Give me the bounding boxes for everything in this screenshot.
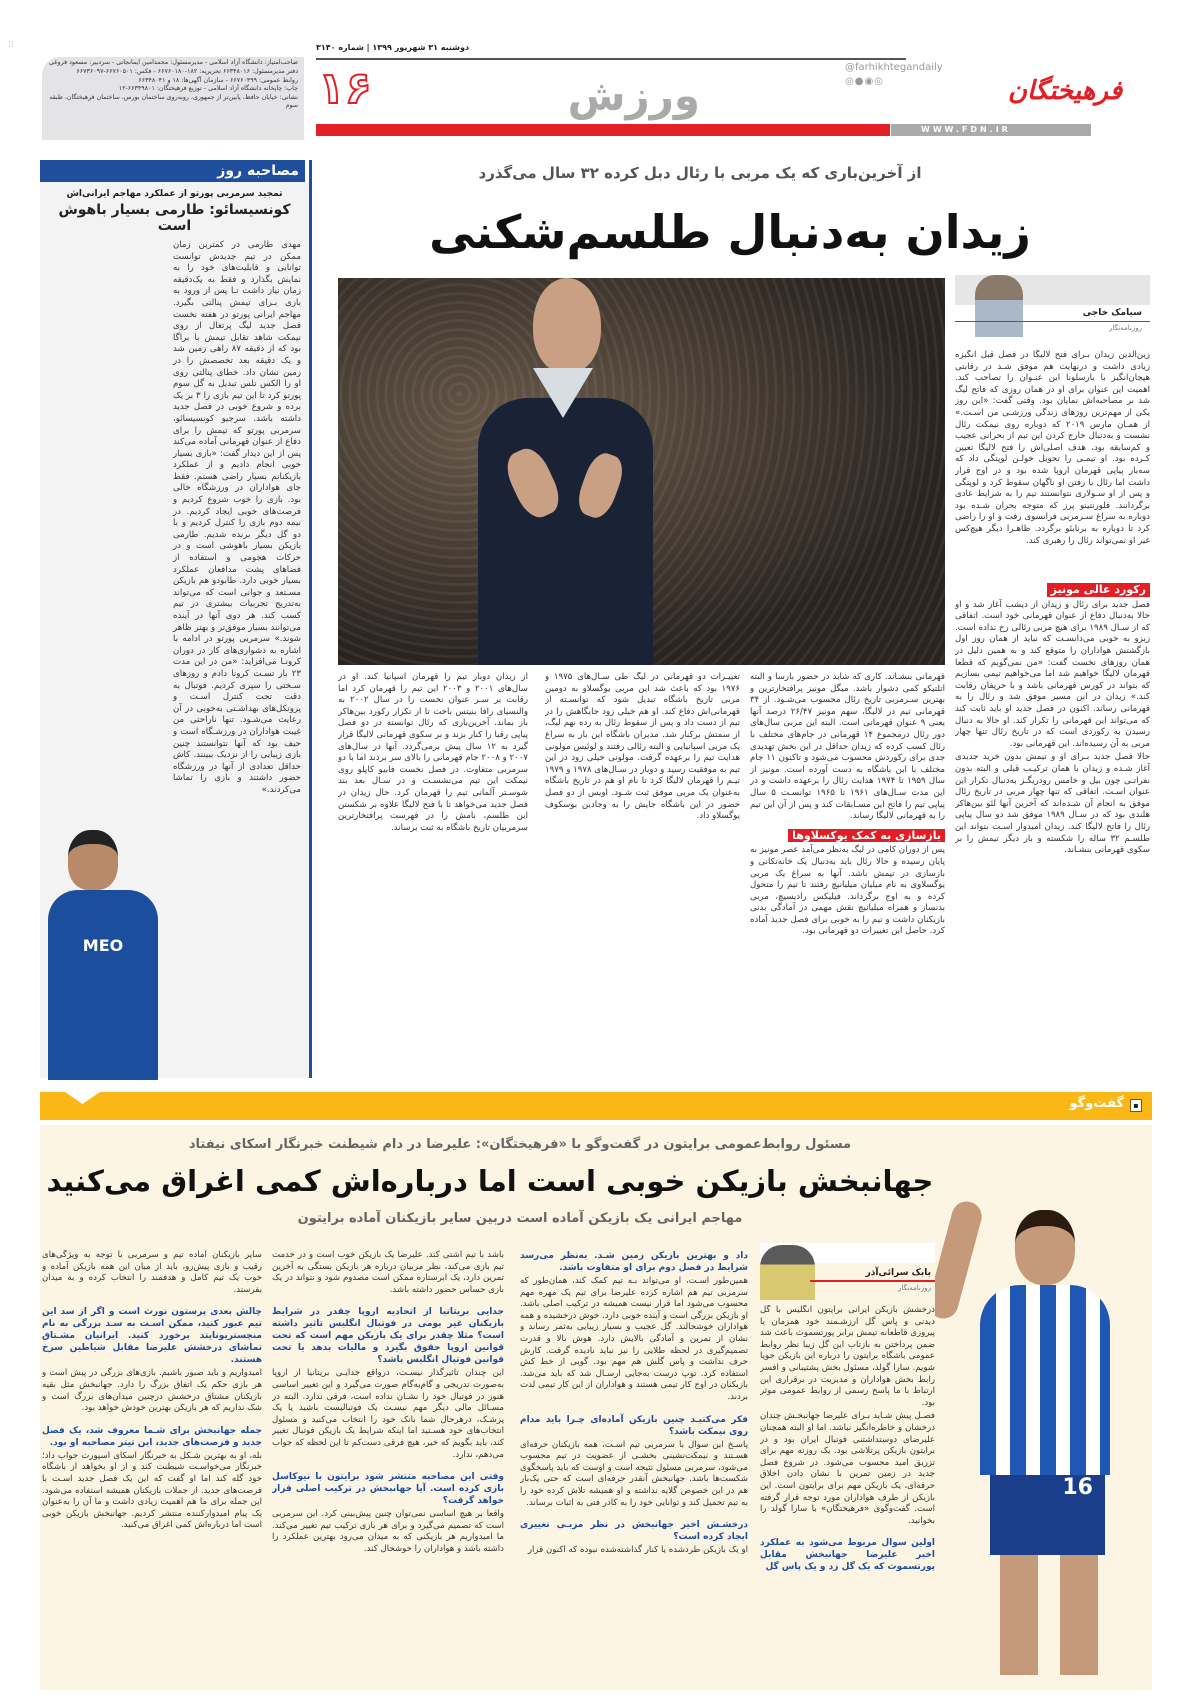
interview-answer: درخشش بازیکن ایرانی برایتون انگلیس با گل دیدنی و پاس گل ارزشـمند خود همزمان با پیروزی قاطعانه تیمش برابر پورتسموث باعث شد ضمن پرداختن به بازتاب این گل زیبا نظر روابط عمومی باشگاه برایتون را درباره این بازیکن جویا شویم. سارا گولد، مسئول بخش پشتیبانی و افسر رابط بخش هواداران و مدیریت در برقراری این ارتباط با ما پاسخ رسمی از روابط عمومی موثر بود.	[760, 1305, 935, 1408]
dialogue-column-2	[520, 1250, 748, 1685]
interview-text: مهدی طارمی در کمترین زمان ممکن در تیم جدیدش توانست توانایی و قابلیت‌های خود را به نمایش بگذارد و فقط به یک‌دقیقه زمان نیاز داشت تـا پس از ورود به بازی بـرای تیمش پنالتی بگیرد. مهاجم ایرانی پورتو در هفته نخست فصل جدید لیگ پرتغال از روی نیمکت شاهد تقابل تیمش با براگا بود که از دقیقه ۸۷ راهی زمین شد و یک دقیقه بعد تخصصش را در زمین نشان داد. خطای پنالتی روی او را الکس تلس تبدیل به گل سوم پورتو کرد تا این تیم بازی را ۳ بر یک برده و شروع خوبی در فصل جدید داشته باشد. سرجیو کونسیسائو، سرمربی پورتو که تیمش را برای دفاع از عنوان قهرمانی آماده می‌کند پس از این دیدار گفت: «بازی بسیار خوبی انجام دادیم و از عملکرد بازیکنانم بسیار راضی هستم. فقط جای هواداران در ورزشگاه خالی بود. بازی را خوب شروع کردیم و فرصت‌های خوبی ایجاد کردیم. در نیمه دوم بازی را کنترل کردیم و با دو گل دیگر برنده شدیم. طارمی بازیکن بسیار باهوشی است و در حرکات هجومی و استفاده از فضاهای پشت مدافعان عملکرد بسیار خوبی دارد. طابودو هم بازیکن مسـتعد و جوانی است که می‌تواند به‌تدریج تجربیات بیشتری در تیم کسب کند. هر دوی آنها در آینده می‌توانند بسیار موفق‌تر و بهتر ظاهر شوند.» سرمربی پورتو در ادامه با اشاره به دشواری‌های کار در دوران کرونـا می‌افزاید: «من در این مدت ۲۳ بار تسـت کرونا دادم و روزهای سـختی را سپری کردیم. فوتبال به دقت تحت کنترل اسـت و پروتکل‌های بهداشـتی به‌خوبی در آن رعایت می‌شـود. تنها ناراحتی من غیبت هواداران در ورزشـگاه است و حیف بود که آنها نتوانستند چنین بازی زیبایی را از نزدیک ببینند. کاش حداقل تعدادی از آنها در ورزشگاه حضور داشتند و بازی را تماشا می‌کردند.»	[173, 240, 301, 795]
interview-section-header	[40, 160, 309, 182]
section-title: ورزش	[567, 71, 700, 120]
social-handle[interactable]: @farhikhtegandaily	[845, 62, 943, 73]
dialogue-headline: جهانبخش بازیکن خوبی است اما درباره‌اش کمی اغراق می‌کنید	[46, 1164, 934, 1198]
masthead-line: دفتر مدیرمسئول: ۶۶۳۴۸۰۱۶ تحریریه: ۱۸۲-۶۶۷۶۰۱۸۰ - فکس: ۶۶۷۶۰۵۰۱-۶۶۷۳۶۰۹۷	[76, 67, 298, 75]
dialogue-author-photo	[760, 1245, 815, 1300]
issue-date: دوشنبه ۳۱ شهریور ۱۳۹۹ | شماره ۳۱۴۰	[316, 43, 470, 52]
newspaper-logo: فرهیختگان	[1007, 76, 1123, 106]
website-bar	[891, 124, 1091, 136]
main-column-3: قهرمانی بنشـاند. کاری که شاید در حضور بارسا و البته اتلتیکو کمی دشوار باشد. میگل مونیز پرافتخارترین و بهترین سـرمربی تاریخ رئال محسوب می‌شـود. از ۳۴ قهرمانی تیم در لالیگا، سهم مونیز ۲۶/۴۷ درصد آنها یعنی ۹ عنوان قهرمانی است. البته این مربی سال‌های دور رئال درمجموع ۱۴ قهرمانی در جام‌های مختلف با رئال کسب کرده که زیدان حداقل در این بخش تهدیدی جدی برای رکوردش محسوب می‌شود و تاکنون ۱۱ جام مختلف با این باشگاه به دست آورده است. مونیز از سال ۱۹۵۹ تا ۱۹۷۴ هدایت رئال را برعهده داشت و در این مدت سـال‌های ۱۹۶۱ تا ۱۹۶۵ توانسـت ۵ سال پیاپی تیم را فاتح این مسـابقات کند و پس از آن این تیم را به قهرمانی لالیگا رساند. بازسازی به کمک یوکسلاوها پس از دوران کامی در لیگ به‌نظر می‌آمد عصر مونیز به پایان رسیده و حالا رئال باید به‌دنبال یک خانه‌تکانی و بازسازی در تیمش باشد. آنها به سراغ یک مربی یوگسلاوی به نام میلیان میلیانیچ رفتند تا تیم را متحول کرده و به اوج برگرداند. فیلیکس رادیسیچ، مربی بدنساز و همراه میلیانیچ نقش مهمی در آمادگی بدنی بازیکنان داشت و تیم را به خوبی برای فصل جدید آماده کرد. حاصل این تغییرات دو قهرمانی بود.	[750, 672, 945, 937]
interview-answer: باشد با تیم آشتی کند. علیرضا یک بازیکن خوب است و در خدمت تیم بازی می‌کند، نظر مربیان درباره هر بازیکن بستگی به آخرین تمرین دارد، یک ابرستاره ممکن است مصدوم شود و نتواند در یک بازی حساس حضور داشته باشد.	[272, 1250, 504, 1295]
interview-question: داد و بهترین بازیکن زمین شـد. به‌نظر می‌رسد شرایط در فصل دوم برای او متفاوت باشد.	[520, 1251, 748, 1273]
page-number: ۱۶	[318, 63, 372, 114]
main-column-right: زین‌الدین زیدان بـرای فتح لالیگا در فصل قبل انگیزه زیادی داشت و درنهایت هم موفق شـد در رقابتی هیجان‌انگیز با بارسلونا این عنـوان را تصاحب کند. اهمیت این عنوان برای او در همان روزی که فاتح لیگ شد بر مصاحبه‌اش نمایان بود. وقتی گفت: «این روز یکی از مهم‌ترین روزهای زندگی ورزشـی من اسـت.» از همـان مارس ۲۰۱۹ که دوباره روی نیمکت رئال نشست و به‌دنبال خارج کردن این تیم از بحرانی عجیب و کم‌سابقه بود، هدف اصلی‌اش را فتح لالیگا تعیین کـرده بود. او تیمـی را تحویل خولـن لوپتگی داد که سه‌بار پیاپی قهرمان اروپا شده بود و در اوج قرار داشت اما رئال با رفتن او ناگهان سقوط کرد و لوپتگی و پس از او سـولاری نتوانستند تیم را به شرایط عادی برگردانند. فلورنتینو پرز که متوجه بحران شـده بود دوباره به سراغ سـرمربی فرانسوی رفت و او را راضی کرد تا دوباره به برنابئو برگردد. ظاهـرا دیگر هیچ‌کس غیر او نمی‌تواند رئال را رهبری کند. رکورد عالی مونیز فصل جدید برای رئال و زیدان از دیشب آغاز شد و او حالا به‌دنبال دفاع از عنوان قهرمانی خود است. اتفاقی که از سـال ۱۹۸۹ برای هیچ مربی رئالی رخ نداده است. زیزو به خوبی می‌دانسـت که نباید از همان روز اول بازگشتش هواداران را متوقع کند و به همین دلیل در همان روزهای نخست گفت: «من نمی‌گویم که قطعا قهرمان لالیگا خواهیم شد اما می‌خواهیم تیمی بسازیم که بتواند در کورس قهرمانی باشد و با حریفان رقابت کند.» زیدان در این مسیر موفق شد و رئال را به قهرمانی رساند. اکنون در فصل جدید او باید ثابت کند که می‌تواند این قهرمانی را تکرار کند. او حالا به دنبال رسیدن به رکوردی است که در تاریخ رئال تنها چهار مربی به آن رسیده‌اند. این قهرمانی بود. حالا فصل جدید بـرای او و تیمش بدون خرید جدیدی آغاز شـده و زیدان با همان ترکیـب قبلی و البته بدون نفراتـی چون بیل و خامس رودریگـز به‌دنبال تکرار این عنوان اسـت. اتفاقی که تنها چهار مربی در تاریخ رئال موفق به انجام آن شـده‌اند که آخرین آنها لئو بین‌هاکر هلندی بود که در سـال ۱۹۸۹ موفق شد دو سال پیاپی رئال را فاتح لالیگا کند. زیدان امیدوار اسـت بتواند این طلسـم ۳۲ ساله را شکسته و بار دیگر تیمش را بر سکوی قهرمانی بنشـاند.	[955, 350, 1150, 856]
interview-question: اولین سوال مربوط می‌شود به عملکرد اخیر علیرضا جهانبخش مقابل پورتسموث که یک گل زد و یک پاس گل	[760, 1538, 935, 1573]
dialogue-column-3	[272, 1250, 504, 1685]
author-name: سیامک خاجی	[1082, 308, 1142, 318]
main-kicker: از آخرین‌باری که یک مربی با رئال دبل کرده ۳۲ سال می‌گذرد	[478, 164, 922, 182]
interview-answer: پاسـخ این سوال با سرمربی تیم اسـت، همه بازیکنان حرفه‌ای هسـتند و نیمکت‌نشینی بخشـی از عضویت در تیم محسوب می‌شود، سرمربی مسئول نتیجه است و اوست که باید پاسخگوی شکست‌ها باشد. جهانبخش آنقدر حرفه‌ای است که حتی یک‌بار هم در این خصوص گلایه نداشته و او همیشه تلاش کرده خود را به تیم تحمیل کند و توانایی خود را به کادر فنی به اثبات برساند.	[520, 1439, 748, 1508]
interview-answer: فصـل پیش شـاید بـرای علیرضا جهانبخـش چندان درخشان و خاطره‌انگیز نباشد. اما او البته همچنان علیرضای دوستداشتنی فوتبال ایران بود و در برایتون بازیکن پرتلاشی بود. یک روزنه مهم برای تزریق امید محسوب می‌شود. در شروع فصل جدید در زمین تمرین با نشان دادن اخلاق حرفه‌ای، یک بازیکن مهم برای برایتون است. این بازیکن از طرف هواداران مورد توجه قرار گرفته است. گفت‌وگوی «فرهیختگان» با سارا گولد را بخوانید.	[760, 1411, 935, 1526]
author-role: روزنامه‌نگار	[1108, 324, 1142, 332]
interview-headline: کونسیسائو: طارمی بسیار باهوش است	[58, 202, 291, 234]
section-red-bar	[316, 124, 890, 136]
interview-question: جمله جهانبخش برای شـما معروف شد، یک فصل جدید و فرصت‌های جدید، این تیتر مصاحبه او بود.	[42, 1425, 262, 1448]
interview-section-title: مصاحبه روز	[217, 163, 299, 179]
interview-answer: واقعا بر هیچ اساسی نمی‌توان چنین پیش‌بینی کرد. این سرمربی است که تصمیم می‌گیرد و برای هر بازی ترکیب تیم تغییر می‌کند. ما امیدواریم هر بازیکنی که به میدان می‌رود بهترین عملکرد را داشته باشد و هواداران را خوشحال کند.	[272, 1509, 504, 1554]
interview-question: وقتی این مصاحبه منتشر شود برایتون با نیوکاسل بازی کرده است. آیا جهانبخش در ترکیب اصلی قرار خواهد گرفت؟	[272, 1472, 504, 1507]
interview-question: چالش بعدی پرستون نورث است و اگر از سد این تیم عبور کنید، ممکن اسـت به سـد بزرگی به نام منچستریونایتد برخورد کنید. ایرانیان مشـتاق تماشای درخشش علیرضا مقابل شیاطین سرخ هستند.	[42, 1307, 262, 1366]
corner-mark: ⁞⁞	[8, 40, 14, 50]
author-photo	[975, 275, 1023, 337]
masthead-line: روابط عمومی: ۶۶۷۶۰۴۹۹ - سازمان آگهی‌ها: ۱۸ و ۶۶۳۴۸۰۴۱	[138, 76, 298, 84]
chat-icon: ▪	[1130, 1099, 1142, 1112]
author-box	[955, 275, 1150, 340]
dialogue-column-1	[760, 1305, 935, 1685]
interview-answer: همین‌طور اسـت، او می‌تواند بـه تیم کمک کند، همان‌طور که سرمربی تیم هم اشاره کرده علیرضا برای تیم یک مهره مهم محسوب می‌شود اما قرار نیست همیشه در ترکیب اصلی باشد. او بازیکن بزرگی است و آینده خوبی دارد. خوش درخشیده و همه هواداران خوشحالند. گل عجیب و بسیار زیبایی به‌ثمر رساند و نشان از تمرین و آمادگی بالایش دارد. هوش بالا و قدرت تصمیم‌گیری در لحظه طلایی را نیز نباید نادیده گرفت. کارش حرف نداشت و پاس گلش هم مهم بود. گویی از خط کش استفاده کرد. توپ درست به‌جایی ارسـال شد که باید می‌شد. بازیکنان در اوج کار تیمی هستند و هواداران از این کار تیمی لذت بردند.	[520, 1276, 748, 1402]
masthead-line: صاحب‌امتیاز: دانشگاه آزاد اسلامی - مدیرمسئول: محمدامین ایمانجانی - سردبیر: مسعود فروغی	[49, 59, 298, 66]
main-column-1: از زیدان دوبار تیم را قهرمان اسپانیا کند. او در سال‌های ۲۰۰۱ و ۲۰۰۳ این تیم را قهرمان کرد اما رقابت بر سـر عنوان نخست را در سال ۲۰۰۲ به والنسیای رافا بنیتس باخت تا از تکرار رکورد بین‌هاکر باز بماند. آخرین‌باری که رئال توانسته در دو فصل پیاپی رقبا را کنار بزند و بر سکوی قهرمانی لالیگا قرار گیرد به ۱۲ سال پیش برمی‌گردد. آنها در سال‌های ۲۰۰۷ و ۲۰۰۸ جام قهرمانی را بالای سر بردند اما با دو سرمربی متفاوت. در فصل نخست فابیو کاپلو روی نیمکت این تیم می‌نشسـت و در سـال بعد بند شوسـتر آلمانی تیم را قهرمان کرد. حال زیدان در فصل جدید می‌خواهد تا با فتح لالیگا علاوه بر شکستن این طلسم، نامش را در فهرست پرافتخارترین سرمربیان تاریخ باشگاه به ثبت برساند.	[338, 672, 528, 833]
interview-answer: بله، او به بهترین شـکل به خبرنگار اسکای اسپورت جواب داد؛ خبرنگار می‌خواسـت شیطنت کند و از او بخواهد از باشگاه خود گله کند اما او گفت که این یک فصل جدید اسـت با فرصت‌های جدید. از جملات بازیکنان همیشه استفاده می‌شود. این جمله برای ما هم اهمیت زیادی داشت و ما آن را به‌عنوان یک پیام امیدوارکننده منتشر کردیم. جهانبخش بازیکن خوبی است اما درباره‌اش کمی اغراق می‌کنید.	[42, 1450, 262, 1531]
interview-body	[48, 240, 301, 1090]
dialogue-author-role: روزنامه‌نگار	[897, 1284, 931, 1292]
interview-box	[40, 160, 312, 1078]
social-icons: ◎●◉◎	[845, 76, 884, 87]
dialogue-author-name: بابک سرائی‌آذر	[865, 1268, 931, 1278]
main-column-2: تغییـرات دو قهرمانی در لیگ طی سـال‌های ۱۹۷۵ و ۱۹۷۶ بود که باعث شد این مربی یوگسلاو به دومین مربی تاریخ باشگاه تبدیل شود که توانسـته از قهرمانی‌اش دفاع کند. او هم خیلی زود جایگاهش را در تیم از دست داد و پس از سقوط رئال به رده نهم لیگ، از سمتش برکنار شد. مدیران باشگاه این بار به سراغ یک مربی اسپانیایی و البته رئالی رفتند و لوئیس مولونی هدایت تیم را برعهده گرفت. مولونی خیلی زود در این تیم به موفقیت رسید و دوبار در سـال‌های ۱۹۷۸ و ۱۹۷۹ تیـم را قهرمان لالیگا کرد تا نام او هم در تاریخ باشگاه به‌عنوان یک مربی موفق ثبت شـود. اویس از دو فصل حضور در این باشگاه جایش را به وجادین بوسکوف یوگسلاو داد.	[545, 672, 740, 822]
interview-answer: او یک بازیکن طردشده یا کنار گذاشته‌شده نبوده که اکنون قرار	[527, 1545, 748, 1556]
interview-answer: سایر بازیکنان آماده تیم و سرمربی با توجه به ویژگی‌های رقیب و بازی پیش‌رو، باید از میان این همه بازیکن آماده و خوب یک تیم کامل و هدفمند را انتخاب کرده و به میدان بفرستد.	[42, 1250, 262, 1295]
dialogue-bar	[40, 1092, 1152, 1120]
dialogue-section-title: گفت‌وگو	[1069, 1096, 1124, 1111]
dialogue-subhead: مهاجم ایرانی یک بازیکن آماده است دربین سایر بازیکنان آماده برایتون	[297, 1211, 743, 1226]
dialogue-author-box	[760, 1243, 935, 1300]
top-rule	[316, 58, 906, 60]
subhead-yugoslavs: بازسازی به کمک یوکسلاوها	[788, 829, 945, 843]
zidane-photo	[338, 278, 945, 665]
interview-answer: این چندان تاثیرگذار نیسـت، درواقع جدایـی بریتانیا از اروپا به‌صورت تدریجی و گام‌به‌گام صورت می‌گیرد و این تغییر اساسی هنوز در فوتبال خود را نشـان نداده است، فرقی ندارد. البته در مسـائل مالی دیگر مهم نیسـت یک فوتبالیست باشید یا یک پزشـک، درهرحال شما بانک خود را انتخاب می‌کنید و مسئول انتخاب‌های خود هسـتید اما اینکه شرایط یک بازیکن فوتبال تغییر کند، باید بگویم که خیر، هیچ فرقی دست‌کم تا این لحظه که جواب می‌دهم، ندارد.	[272, 1368, 504, 1460]
dialogue-column-4	[42, 1250, 262, 1685]
jahanbakhsh-photo: 16	[935, 1180, 1150, 1690]
interview-question: جدایی بریتانیا از اتحادیه اروپا چقدر در شرایط بازیکنان غیر بومی در فوتبال انگلیس تاثیر داشته است؟ مثلا چقدر برای یک بازیکن مهم است که تحت قوانین اروپا حقوق بگیرد و مالیات بدهد یا تحت قوانین فوتبال انگلیس باشد؟	[272, 1307, 504, 1366]
interview-answer: امیدواریم و باید صبور باشیم. بازی‌های بزرگی در پیش است و هر بازی حکم یک اتفاق بزرگ را دارد. جهانبخش مثل بقیه بازیکنان مشتاق درخشش درچنین میدان‌های بزرگ است و شک نداریم که هر بازیکن بهترین خودش خواهد بود.	[42, 1368, 262, 1414]
masthead-line: چاپ: چاپخانه دانشگاه آزاد اسلامی - توزیع فرهیختگان: ۶۶۳۴۹۸۰۱-۱۲	[118, 85, 298, 93]
main-headline: زیدان به‌دنبال طلسم‌شکنی	[429, 205, 1031, 259]
dialogue-kicker: مسئول روابط‌عمومی برایتون در گفت‌وگو با «فرهیختگان»: علیرضا در دام شیطنت خبرنگار اسکای نیفتاد	[188, 1137, 852, 1152]
masthead-box	[42, 57, 304, 140]
player-photo: MEO	[48, 830, 173, 1080]
header	[0, 0, 1191, 145]
website[interactable]: WWW.FDN.IR	[921, 125, 1011, 134]
subhead-muniz-record: رکورد عالی مونیز	[1047, 583, 1150, 597]
interview-kicker: تمجید سرمربی پورتو از عملکرد مهاجم ایرانی‌اش	[66, 189, 283, 199]
interview-question: فکر می‌کنیـد چنین بازیکن آماده‌ای چـرا باید مدام روی نیمکت باشد؟	[520, 1414, 748, 1437]
masthead-line: نشانی: خیابان حافظ، پایین‌تر از جمهوری، روبه‌روی ساختمان بورس، ساختمان فرهیختگان، طبقه سوم	[49, 94, 298, 109]
interview-question: درخشـش اخیر جهانبخش در نظر مربـی تغییری ایجاد کرده است؟	[520, 1520, 748, 1543]
